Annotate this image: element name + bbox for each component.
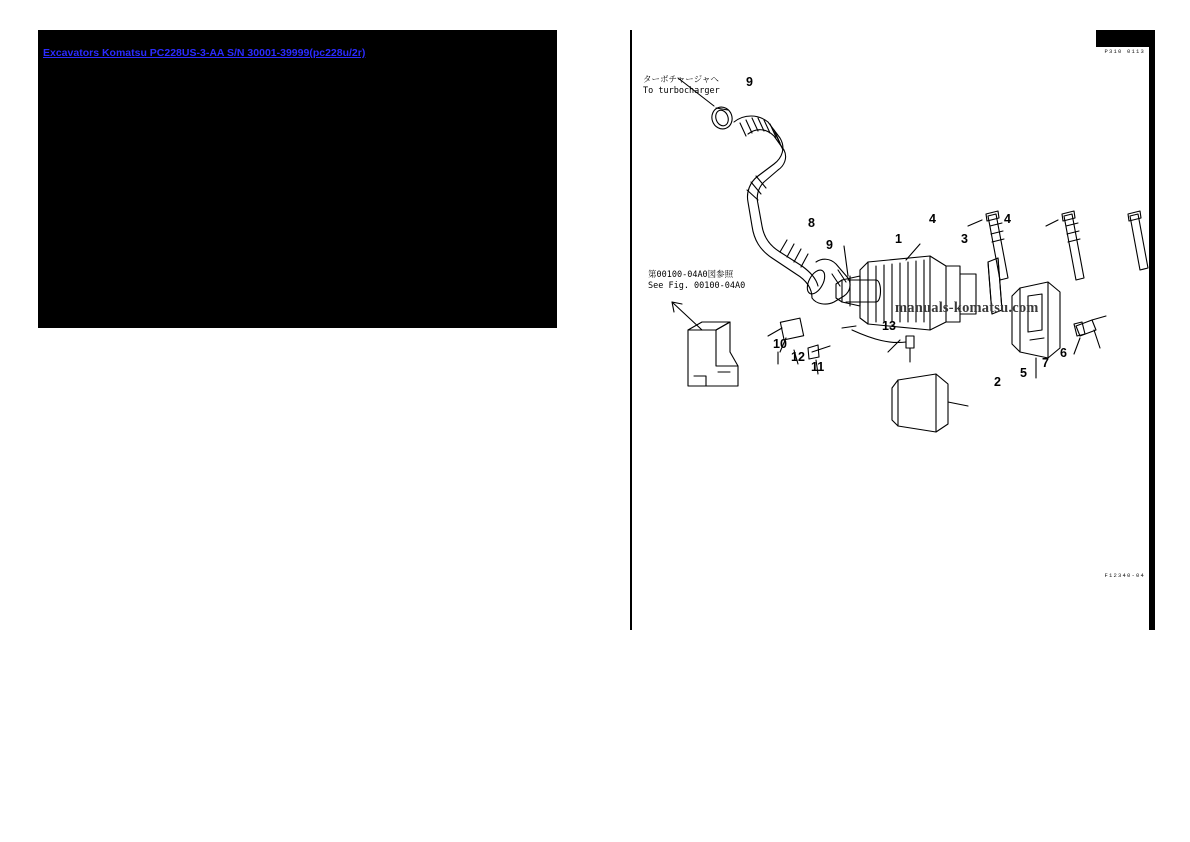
drawing-code-top: P310 0113 [1104,48,1145,55]
callout-1: 1 [895,232,902,246]
note-to-turbocharger-jp: ターボチャージャへ [643,75,719,85]
breadcrumb[interactable]: Excavators Komatsu PC228US-3-AA S/N 30001-39999(pc228u/2r) [43,47,366,59]
callout-11: 11 [811,360,825,374]
parts-diagram [630,30,1155,630]
callout-10: 10 [773,337,787,351]
callout-8: 8 [808,216,815,230]
callout-4-right: 4 [1004,212,1011,226]
watermark: manuals-komatsu.com [895,300,1039,316]
callout-9-mid: 9 [826,238,833,252]
callout-7: 7 [1042,356,1049,370]
callout-13: 13 [882,319,896,333]
note-see-fig [648,270,745,293]
note-to-turbocharger [643,75,720,98]
callout-4-left: 4 [929,212,936,226]
page-edge-right [1149,30,1155,630]
callout-2: 2 [994,375,1001,389]
callout-5: 5 [1020,366,1027,380]
note-to-turbocharger-en: To turbocharger [643,86,720,97]
note-see-fig-jp: 第00100-04A0図参照 [648,270,734,280]
note-see-fig-en: See Fig. 00100-04A0 [648,281,746,292]
page-edge-left [630,30,632,630]
callout-12: 12 [791,350,805,364]
callout-3: 3 [961,232,968,246]
callout-9-top: 9 [746,75,753,89]
viewer-panel [38,30,557,328]
page-edge-top-right [1096,30,1155,47]
callout-6: 6 [1060,346,1067,360]
drawing-code-bottom: F12340-04 [1104,572,1145,579]
